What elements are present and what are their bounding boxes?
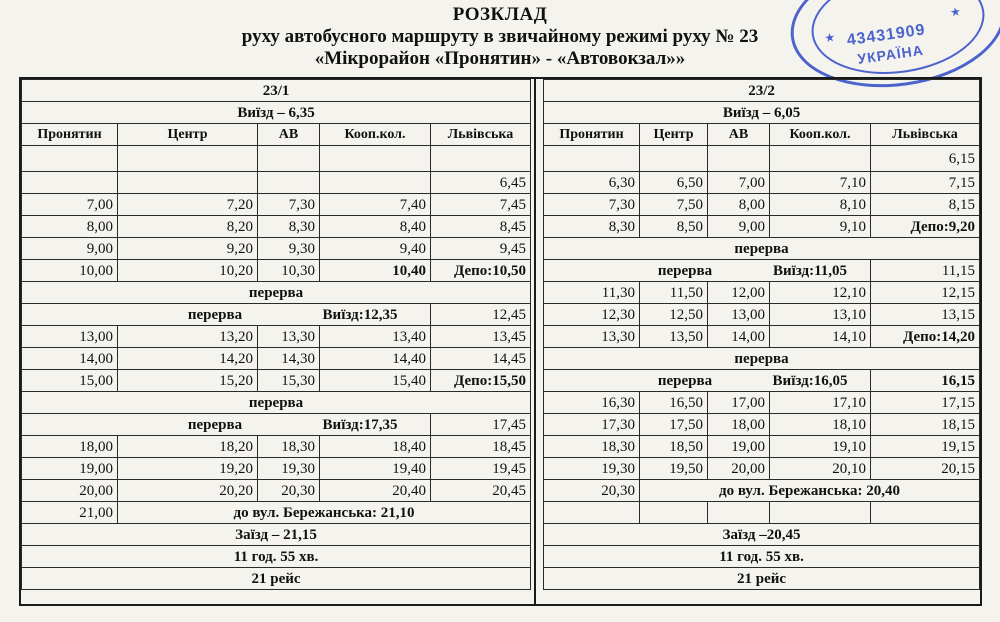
arrival-time: Заїзд –20,45 xyxy=(544,524,980,546)
star-icon: ★ xyxy=(949,4,962,20)
time-cell: 20,45 xyxy=(431,480,531,502)
time-cell: 20,10 xyxy=(770,458,871,480)
time-cell xyxy=(640,146,708,172)
break-row: перерва xyxy=(22,392,531,414)
time-cell: 8,45 xyxy=(431,216,531,238)
time-cell xyxy=(22,146,118,172)
time-cell xyxy=(22,172,118,194)
departure-time: Виїзд – 6,05 xyxy=(544,102,980,124)
exit-time: Виїзд:12,35 xyxy=(322,306,398,323)
column-headers xyxy=(22,124,531,146)
time-cell: 13,30 xyxy=(258,326,320,348)
column-divider xyxy=(534,79,536,605)
time-cell: 7,15 xyxy=(871,172,980,194)
break-label: перерва xyxy=(657,262,713,279)
time-cell: 14,45 xyxy=(431,348,531,370)
time-cell: 19,00 xyxy=(708,436,770,458)
time-cell xyxy=(118,146,258,172)
time-cell: 20,40 xyxy=(320,480,431,502)
time-cell: 9,00 xyxy=(22,238,118,260)
break-label: перерва xyxy=(187,416,243,433)
time-cell: 11,50 xyxy=(640,282,708,304)
table-row xyxy=(544,326,980,348)
time-cell: Депо:15,50 xyxy=(431,370,531,392)
time-cell xyxy=(431,146,531,172)
time-cell: 7,00 xyxy=(708,172,770,194)
table-row xyxy=(544,436,980,458)
page-title: РОЗКЛАД xyxy=(452,4,548,25)
time-cell: 9,10 xyxy=(770,216,871,238)
time-cell: 13,30 xyxy=(544,326,640,348)
time-cell: 11,15 xyxy=(871,260,980,282)
time-cell: 19,45 xyxy=(431,458,531,480)
star-icon: ★ xyxy=(823,29,837,46)
time-cell: 6,15 xyxy=(871,146,980,172)
exit-row xyxy=(544,370,980,392)
table-row xyxy=(22,348,531,370)
time-cell: 9,40 xyxy=(320,238,431,260)
time-cell: 13,40 xyxy=(320,326,431,348)
time-cell: 12,45 xyxy=(431,304,531,326)
table-row xyxy=(22,458,531,480)
time-cell: 18,30 xyxy=(544,436,640,458)
time-cell: 10,00 xyxy=(22,260,118,282)
time-cell: 8,20 xyxy=(118,216,258,238)
route-code: 23/2 xyxy=(544,80,980,102)
time-cell: Депо:9,20 xyxy=(871,216,980,238)
table-row xyxy=(22,146,531,172)
exit-time: Виїзд:17,35 xyxy=(322,416,398,433)
time-cell: 8,50 xyxy=(640,216,708,238)
time-cell xyxy=(320,146,431,172)
time-cell: 17,45 xyxy=(431,414,531,436)
time-cell: 13,15 xyxy=(871,304,980,326)
time-cell: 18,40 xyxy=(320,436,431,458)
column-header: Львівська xyxy=(871,124,980,146)
time-cell: 6,45 xyxy=(431,172,531,194)
time-cell: 8,40 xyxy=(320,216,431,238)
column-header: Центр xyxy=(640,124,708,146)
break-row: перерва xyxy=(544,238,980,260)
table-row xyxy=(22,216,531,238)
seal-country: УКРАЇНА xyxy=(856,41,925,67)
table-row xyxy=(22,370,531,392)
time-cell: 14,00 xyxy=(708,326,770,348)
table-row xyxy=(22,326,531,348)
time-cell: 18,00 xyxy=(708,414,770,436)
time-cell: 12,15 xyxy=(871,282,980,304)
time-cell: 13,50 xyxy=(640,326,708,348)
time-cell: 19,15 xyxy=(871,436,980,458)
exit-row xyxy=(22,304,531,326)
time-cell xyxy=(258,172,320,194)
time-cell: 18,00 xyxy=(22,436,118,458)
time-cell: 12,30 xyxy=(544,304,640,326)
column-header: АВ xyxy=(708,124,770,146)
time-cell: 10,20 xyxy=(118,260,258,282)
time-cell: 10,30 xyxy=(258,260,320,282)
table-row xyxy=(22,260,531,282)
time-cell: 20,30 xyxy=(544,480,640,502)
time-cell: 17,00 xyxy=(708,392,770,414)
time-cell: 7,00 xyxy=(22,194,118,216)
table-row xyxy=(544,304,980,326)
column-header: Пронятин xyxy=(544,124,640,146)
time-cell xyxy=(118,172,258,194)
column-header: Львівська xyxy=(431,124,531,146)
time-cell: 14,10 xyxy=(770,326,871,348)
page-subtitle: руху автобусного маршруту в звичайному режимі руху № 23 xyxy=(241,26,759,47)
time-cell: 20,00 xyxy=(708,458,770,480)
table-row xyxy=(22,480,531,502)
time-cell xyxy=(320,172,431,194)
table-row xyxy=(544,392,980,414)
schedule-table-right xyxy=(543,79,980,590)
trip-count: 21 рейс xyxy=(22,568,531,590)
time-cell: 16,50 xyxy=(640,392,708,414)
time-cell: 13,45 xyxy=(431,326,531,348)
time-cell xyxy=(544,146,640,172)
time-cell: 15,30 xyxy=(258,370,320,392)
time-cell: 18,15 xyxy=(871,414,980,436)
exit-time: Виїзд:16,05 xyxy=(772,372,848,389)
time-cell: 12,00 xyxy=(708,282,770,304)
table-row xyxy=(544,216,980,238)
time-cell: 12,50 xyxy=(640,304,708,326)
table-row xyxy=(22,194,531,216)
time-cell: 20,20 xyxy=(118,480,258,502)
time-cell: 12,10 xyxy=(770,282,871,304)
time-cell: 15,00 xyxy=(22,370,118,392)
time-cell: 19,50 xyxy=(640,458,708,480)
departure-time: Виїзд – 6,35 xyxy=(22,102,531,124)
table-row xyxy=(544,194,980,216)
time-cell: 10,40 xyxy=(320,260,431,282)
trip-count: 21 рейс xyxy=(544,568,980,590)
time-cell: 19,10 xyxy=(770,436,871,458)
time-cell: 9,45 xyxy=(431,238,531,260)
arrival-time: Заїзд – 21,15 xyxy=(22,524,531,546)
time-cell: 18,10 xyxy=(770,414,871,436)
column-header: АВ xyxy=(258,124,320,146)
route-code: 23/1 xyxy=(22,80,531,102)
break-row: перерва xyxy=(22,282,531,304)
time-cell: 7,30 xyxy=(544,194,640,216)
route-name: «Мікрорайон «Пронятин» - «Автовокзал»» xyxy=(314,48,686,69)
time-cell xyxy=(258,146,320,172)
break-row: перерва xyxy=(544,348,980,370)
table-row xyxy=(544,502,980,524)
time-cell: 8,30 xyxy=(544,216,640,238)
time-cell: 15,20 xyxy=(118,370,258,392)
last-trip-row xyxy=(544,480,980,502)
seal-code: 43431909 xyxy=(845,21,927,50)
exit-time: Виїзд:11,05 xyxy=(772,262,848,279)
time-cell: 18,20 xyxy=(118,436,258,458)
time-cell: 17,50 xyxy=(640,414,708,436)
time-cell: Депо:10,50 xyxy=(431,260,531,282)
time-cell: 7,20 xyxy=(118,194,258,216)
schedule-table-left xyxy=(21,79,531,590)
time-cell: 14,40 xyxy=(320,348,431,370)
time-cell: 7,40 xyxy=(320,194,431,216)
time-cell: 18,50 xyxy=(640,436,708,458)
time-cell xyxy=(708,146,770,172)
work-duration: 11 год. 55 хв. xyxy=(22,546,531,568)
table-row xyxy=(544,146,980,172)
time-cell: 7,10 xyxy=(770,172,871,194)
time-cell: 8,30 xyxy=(258,216,320,238)
table-row xyxy=(22,436,531,458)
table-row xyxy=(544,458,980,480)
time-cell: 19,30 xyxy=(544,458,640,480)
time-cell: 18,30 xyxy=(258,436,320,458)
column-header: Пронятин xyxy=(22,124,118,146)
time-cell: 9,20 xyxy=(118,238,258,260)
time-cell: 14,00 xyxy=(22,348,118,370)
last-trip-note: до вул. Бережанська: 21,10 xyxy=(118,502,531,524)
time-cell: 8,10 xyxy=(770,194,871,216)
break-label: перерва xyxy=(187,306,243,323)
time-cell: 6,50 xyxy=(640,172,708,194)
time-cell: 18,45 xyxy=(431,436,531,458)
time-cell: 19,30 xyxy=(258,458,320,480)
time-cell: 7,45 xyxy=(431,194,531,216)
time-cell: 8,00 xyxy=(708,194,770,216)
time-cell: 20,15 xyxy=(871,458,980,480)
break-label: перерва xyxy=(657,372,713,389)
time-cell: 19,40 xyxy=(320,458,431,480)
column-header: Центр xyxy=(118,124,258,146)
time-cell: 16,15 xyxy=(871,370,980,392)
time-cell: 15,40 xyxy=(320,370,431,392)
exit-row xyxy=(544,260,980,282)
time-cell: 17,15 xyxy=(871,392,980,414)
table-row xyxy=(544,282,980,304)
time-cell: 13,20 xyxy=(118,326,258,348)
table-row xyxy=(544,414,980,436)
column-headers xyxy=(544,124,980,146)
column-header: Кооп.кол. xyxy=(770,124,871,146)
time-cell: 14,20 xyxy=(118,348,258,370)
time-cell: 6,30 xyxy=(544,172,640,194)
time-cell: 9,00 xyxy=(708,216,770,238)
time-cell: 7,50 xyxy=(640,194,708,216)
time-cell xyxy=(770,146,871,172)
time-cell: 21,00 xyxy=(22,502,118,524)
time-cell: 7,30 xyxy=(258,194,320,216)
time-cell: 19,00 xyxy=(22,458,118,480)
time-cell: Депо:14,20 xyxy=(871,326,980,348)
time-cell: 20,30 xyxy=(258,480,320,502)
time-cell: 16,30 xyxy=(544,392,640,414)
column-header: Кооп.кол. xyxy=(320,124,431,146)
table-row xyxy=(544,172,980,194)
last-trip-note: до вул. Бережанська: 20,40 xyxy=(640,480,980,502)
time-cell: 11,30 xyxy=(544,282,640,304)
time-cell: 13,00 xyxy=(708,304,770,326)
table-row xyxy=(22,172,531,194)
time-cell: 8,00 xyxy=(22,216,118,238)
time-cell: 13,10 xyxy=(770,304,871,326)
time-cell: 17,30 xyxy=(544,414,640,436)
table-row xyxy=(22,238,531,260)
last-trip-row xyxy=(22,502,531,524)
time-cell: 8,15 xyxy=(871,194,980,216)
time-cell: 14,30 xyxy=(258,348,320,370)
time-cell: 19,20 xyxy=(118,458,258,480)
time-cell: 13,00 xyxy=(22,326,118,348)
time-cell: 20,00 xyxy=(22,480,118,502)
time-cell: 17,10 xyxy=(770,392,871,414)
time-cell: 9,30 xyxy=(258,238,320,260)
exit-row xyxy=(22,414,531,436)
work-duration: 11 год. 55 хв. xyxy=(544,546,980,568)
